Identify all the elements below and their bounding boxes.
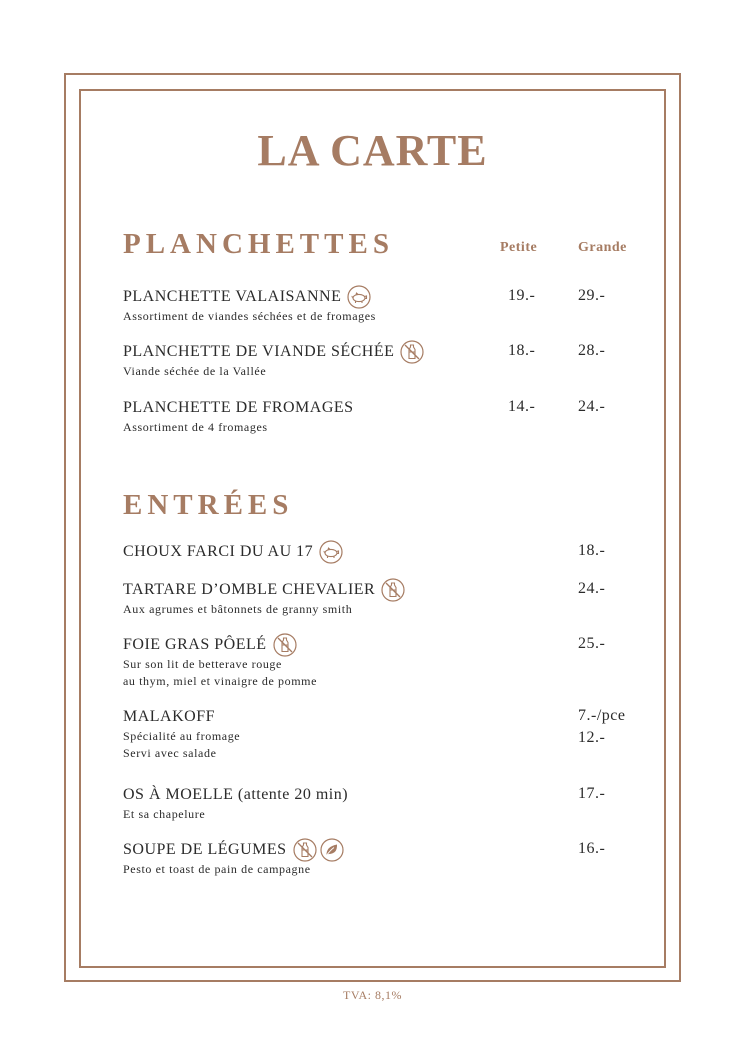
menu-item xyxy=(123,839,344,878)
price: 24.- xyxy=(578,580,606,597)
menu-item-name-row xyxy=(123,784,348,806)
price: 18.- xyxy=(578,542,606,559)
menu-item-name-row xyxy=(123,634,317,656)
price-grande: 28.- xyxy=(578,342,606,359)
menu-item-name-row xyxy=(123,541,343,563)
price-petite: 19.- xyxy=(508,287,536,304)
menu-item xyxy=(123,397,354,436)
price: 16.- xyxy=(578,840,606,857)
menu-item-name-row xyxy=(123,286,376,308)
section-heading-planchettes: PLANCHETTES xyxy=(123,228,394,260)
menu-item xyxy=(123,341,424,380)
menu-item-name-row xyxy=(123,706,240,728)
menu-item-name: PLANCHETTE VALAISANNE xyxy=(123,288,342,305)
vegan-leaf-icon xyxy=(320,838,344,862)
menu-item-name: OS À MOELLE (attente 20 min) xyxy=(123,786,349,803)
no-lactose-icon xyxy=(381,578,405,602)
inner-border xyxy=(79,89,666,968)
price: 25.- xyxy=(578,635,606,652)
pig-icon xyxy=(319,540,343,564)
menu-item-name: PLANCHETTE DE FROMAGES xyxy=(123,399,354,416)
menu-item xyxy=(123,784,348,823)
menu-item-description: Assortiment de 4 fromages xyxy=(123,420,268,434)
menu-item xyxy=(123,579,405,618)
menu-item-description: Pesto et toast de pain de campagne xyxy=(123,862,311,876)
menu-item-name: SOUPE DE LÉGUMES xyxy=(123,841,287,858)
menu-item-description: Sur son lit de betterave rouge xyxy=(123,657,282,671)
menu-item-name: CHOUX FARCI DU AU 17 xyxy=(123,543,314,560)
menu-title: LA CARTE xyxy=(257,126,488,175)
menu-item xyxy=(123,541,343,563)
column-header-grande: Grande xyxy=(578,240,627,255)
no-lactose-icon xyxy=(293,838,317,862)
menu-item-name-row xyxy=(123,579,405,601)
menu-item xyxy=(123,286,376,325)
no-lactose-icon xyxy=(273,633,297,657)
price-petite: 18.- xyxy=(508,342,536,359)
menu-item-description: au thym, miel et vinaigre de pomme xyxy=(123,674,318,688)
menu-item-description: Servi avec salade xyxy=(123,746,217,760)
menu-item-name-row xyxy=(123,839,344,861)
menu-item-name: PLANCHETTE DE VIANDE SÉCHÉE xyxy=(123,343,395,360)
price: 7.-/pce xyxy=(578,707,626,724)
price-grande: 24.- xyxy=(578,398,606,415)
column-header-petite: Petite xyxy=(500,240,538,255)
menu-item-name-row xyxy=(123,397,354,419)
tva-note: TVA: 8,1% xyxy=(343,988,402,1002)
pig-icon xyxy=(347,285,371,309)
menu-item-description: Viande séchée de la Vallée xyxy=(123,364,267,378)
menu-item-name-row xyxy=(123,341,424,363)
menu-item-name: MALAKOFF xyxy=(123,708,216,725)
no-lactose-icon xyxy=(400,340,424,364)
menu-item-description: Aux agrumes et bâtonnets de granny smith xyxy=(123,602,353,616)
menu-item-description: Assortiment de viandes séchées et de fromages xyxy=(123,309,376,323)
section-heading-entrees: ENTRÉES xyxy=(123,489,294,521)
price-grande: 29.- xyxy=(578,287,606,304)
menu-item xyxy=(123,706,240,762)
menu-item-name: TARTARE D’OMBLE CHEVALIER xyxy=(123,581,376,598)
price: 12.- xyxy=(578,729,606,746)
menu-item-description: Et sa chapelure xyxy=(123,807,206,821)
menu-item xyxy=(123,634,317,690)
menu-item-description: Spécialité au fromage xyxy=(123,729,241,743)
price: 17.- xyxy=(578,785,606,802)
price-petite: 14.- xyxy=(508,398,536,415)
menu-item-name: FOIE GRAS PÔELÉ xyxy=(123,636,267,653)
